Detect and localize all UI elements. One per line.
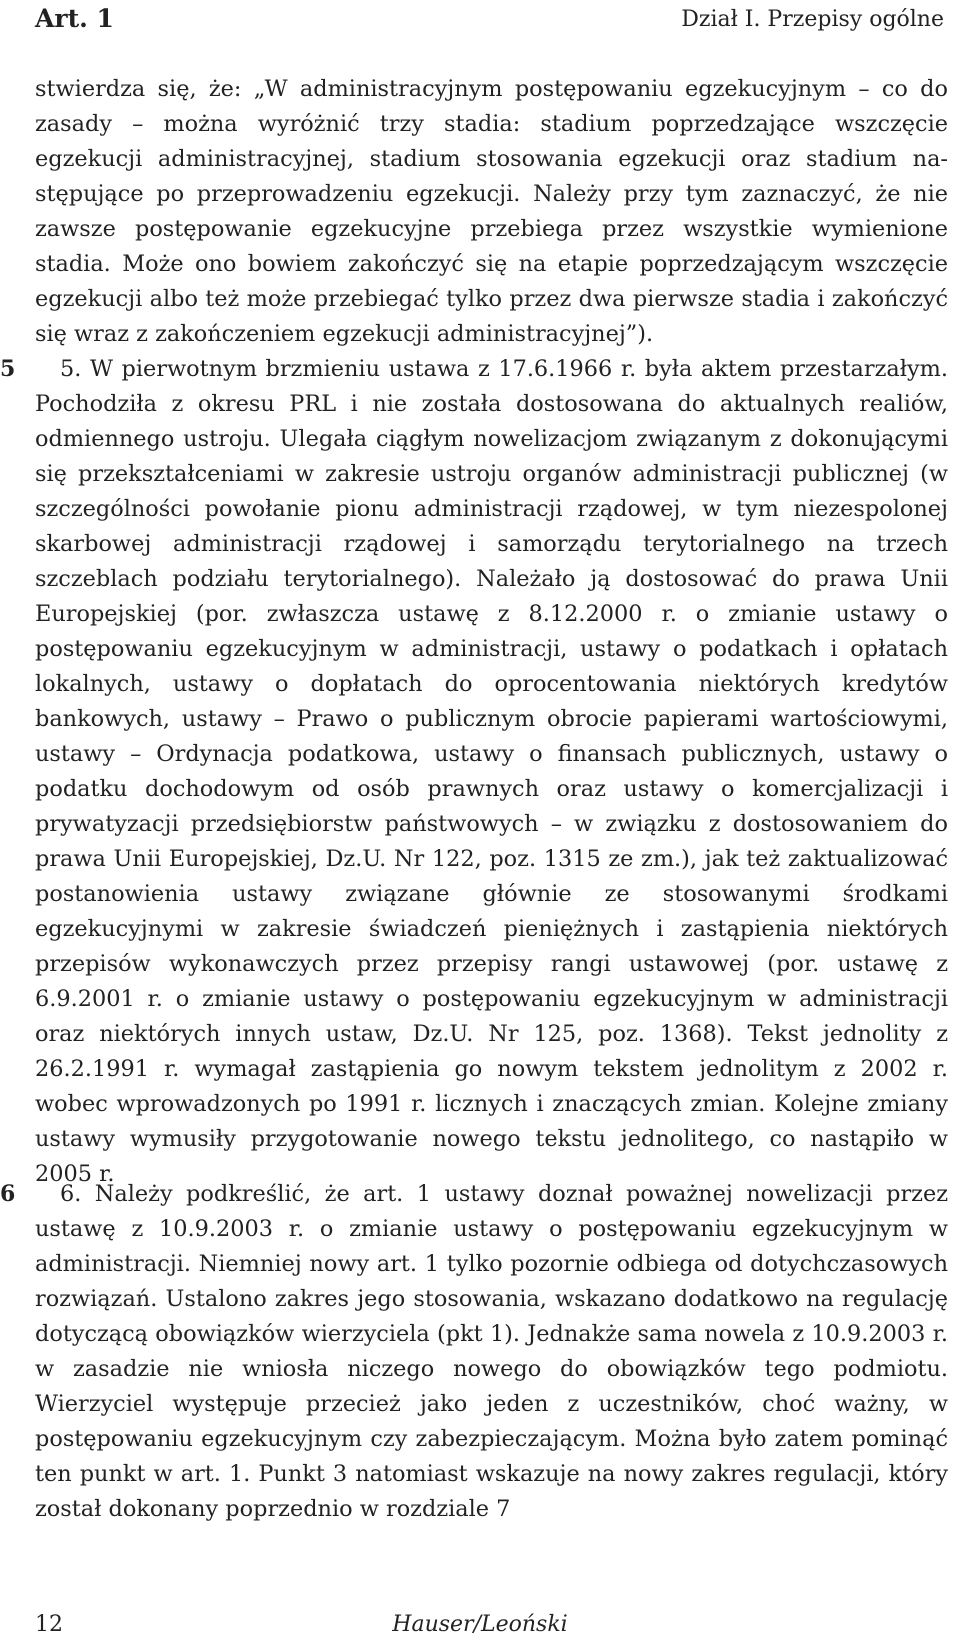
article-header: Art. 1 <box>35 4 114 33</box>
footer-authors: Hauser/Leoński <box>392 1612 568 1637</box>
margin-number-5: 5 <box>0 356 16 382</box>
section-header: Dział I. Przepisy ogólne <box>681 7 944 32</box>
margin-number-6: 6 <box>0 1181 16 1207</box>
page-number: 12 <box>35 1612 63 1637</box>
paragraph-continuation: stwierdza się, że: „W administracyjnym postępowaniu egzekucyjnym – co do zasady – można wyróżnić trzy stadia: stadium poprzedzające wszczęcie egzekucji administracyjnej, stadium stosowania egzekucji oraz stadium następujące po przeprowadzeniu egzekucji. Należy przy tym zaznaczyć, że nie zawsze postępowanie egzekucyjne przebiega przez wszystkie wymienione stadia. Może ono bowiem zakończyć się na etapie poprzedzającym wszczęcie egzekucji albo też może przebiegać tylko przez dwa pierwsze stadia i zakończyć się wraz z zakończeniem egzekucji administracyjnej”). <box>35 76 948 347</box>
paragraph-6: 6. Należy podkreślić, że art. 1 ustawy doznał poważnej nowelizacji przez ustawę z 10.9.2003 r. o zmianie ustawy o postępowaniu egzekucyjnym w administracji. Niemniej nowy art. 1 tylko pozornie odbiega od dotychczasowych rozwiązań. Ustalono zakres jego stosowania, wskazano dodatkowo na regulację dotyczącą obowiązków wierzyciela (pkt 1). Jednakże sama nowela z 10.9.2003 r. w zasadzie nie wniosła niczego nowego do obowiązków tego podmiotu. Wierzyciel występuje przecież jako jeden z uczestników, choć ważny, w postępowaniu egzekucyjnym czy zabezpieczającym. Można było zatem pominąć ten punkt w art. 1. Punkt 3 natomiast wskazuje na nowy zakres regulacji, który został dokonany poprzednio w rozdziale 7 <box>35 1181 948 1522</box>
paragraph-5: 5. W pierwotnym brzmieniu ustawa z 17.6.1966 r. była aktem przestarzałym. Pochodziła z okresu PRL i nie została dostosowana do aktualnych realiów, odmiennego ustroju. Ulegała ciągłym nowelizacjom związanym z dokonującymi się przekształceniami w zakresie ustroju organów administracji publicznej (w szczególności powołanie pionu administracji rządowej, w tym niezespolonej skarbowej administracji rządowej i samorządu terytorialnego na trzech szczeblach podziału terytorialnego). Należało ją dostosować do prawa Unii Europejskiej (por. zwłaszcza ustawę z 8.12.2000 r. o zmianie ustawy o postępowaniu egzekucyjnym w administracji, ustawy o podatkach i opłatach lokalnych, ustawy o dopłatach do oprocentowania niektórych kredytów bankowych, ustawy – Prawo o publicznym obrocie papierami wartościowymi, ustawy – Ordynacja podatkowa, ustawy o finansach publicznych, ustawy o podatku dochodowym od osób prawnych oraz ustawy o komercjalizacji i prywatyzacji przedsiębiorstw państwowych – w związku z dostosowaniem do prawa Unii Europejskiej, Dz.U. Nr 122, poz. 1315 ze zm.), jak też zaktualizować postanowienia ustawy związane głównie ze stosowanymi środkami egzekucyjnymi w zakresie świadczeń pieniężnych i zastąpienia niektórych przepisów wykonawczych przez przepisy rangi ustawowej (por. ustawę z 6.9.2001 r. o zmianie ustawy o postępowaniu egzekucyjnym w administracji oraz niektórych innych ustaw, Dz.U. Nr 125, poz. 1368). Tekst jednolity z 26.2.1991 r. wymagał zastąpienia go nowym tekstem jednolitym z 2002 r. wobec wprowadzonych po 1991 r. licznych i znaczących zmian. Kolejne zmiany ustawy wymusiły przygotowanie nowego tekstu jednolitego, co nastąpiło w 2005 r. <box>35 356 948 1187</box>
